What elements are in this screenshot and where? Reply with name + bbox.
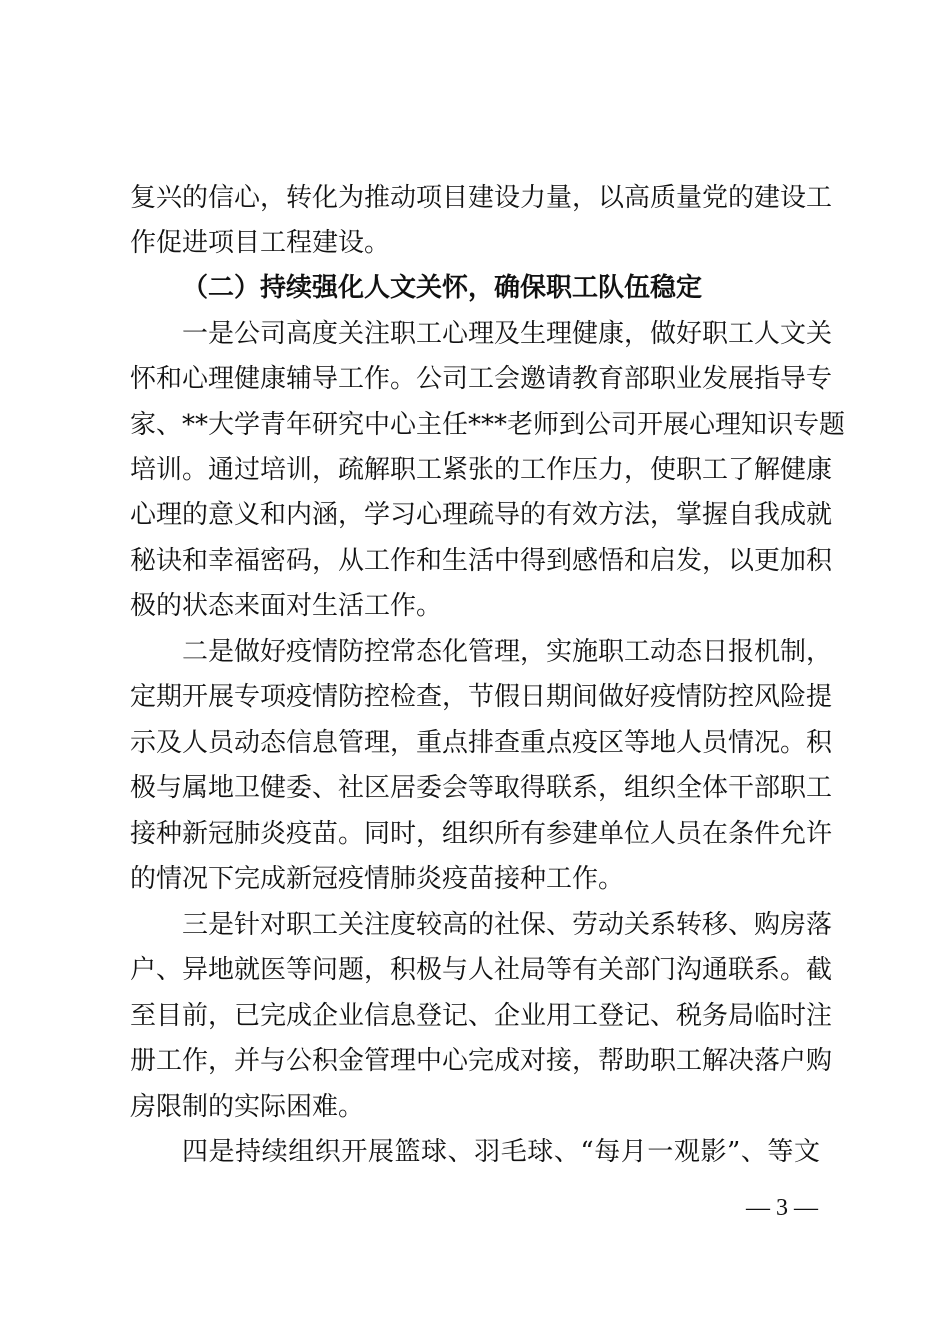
paragraph-line: 示及人员动态信息管理，重点排查重点疫区等地人员情况。积 [130, 728, 833, 758]
paragraph-line: 户、异地就医等问题，积极与人社局等有关部门沟通联系。截 [130, 955, 833, 985]
paragraph-line: 至目前，已完成企业信息登记、企业用工登记、税务局临时注 [130, 1001, 833, 1031]
paragraph-line: 四是持续组织开展篮球、羽毛球、“每月一观影”、等文 [182, 1137, 820, 1167]
paragraph-line: 三是针对职工关注度较高的社保、劳动关系转移、购房落 [182, 910, 833, 940]
paragraph-line: 怀和心理健康辅导工作。公司工会邀请教育部职业发展指导专 [130, 364, 833, 394]
paragraph-line: 作促进项目工程建设。 [130, 228, 391, 258]
paragraph-line: 定期开展专项疫情防控检查，节假日期间做好疫情防控风险提 [130, 682, 833, 712]
paragraph-line: 极与属地卫健委、社区居委会等取得联系，组织全体干部职工 [130, 773, 833, 803]
paragraph-line: 二是做好疫情防控常态化管理，实施职工动态日报机制， [182, 637, 833, 667]
paragraph-line: 的情况下完成新冠疫情肺炎疫苗接种工作。 [130, 864, 625, 894]
paragraph-line: 册工作，并与公积金管理中心完成对接，帮助职工解决落户购 [130, 1046, 833, 1076]
paragraph-line: 秘诀和幸福密码，从工作和生活中得到感悟和启发，以更加积 [130, 546, 833, 576]
paragraph-line: 培训。通过培训，疏解职工紧张的工作压力，使职工了解健康 [130, 455, 833, 485]
paragraph-line: 极的状态来面对生活工作。 [130, 591, 443, 621]
paragraph-line: 房限制的实际困难。 [130, 1092, 365, 1122]
paragraph-line: 复兴的信心，转化为推动项目建设力量，以高质量党的建设工 [130, 183, 833, 213]
paragraph-line: 一是公司高度关注职工心理及生理健康，做好职工人文关 [182, 319, 833, 349]
paragraph-line: 接种新冠肺炎疫苗。同时，组织所有参建单位人员在条件允许 [130, 819, 833, 849]
page-number: — 3 — [746, 1195, 818, 1221]
paragraph-line: 心理的意义和内涵，学习心理疏导的有效方法，掌握自我成就 [130, 500, 833, 530]
paragraph-line: 家、**大学青年研究中心主任***老师到公司开展心理知识专题 [130, 410, 846, 440]
section-heading: （二）持续强化人文关怀，确保职工队伍稳定 [182, 273, 703, 303]
